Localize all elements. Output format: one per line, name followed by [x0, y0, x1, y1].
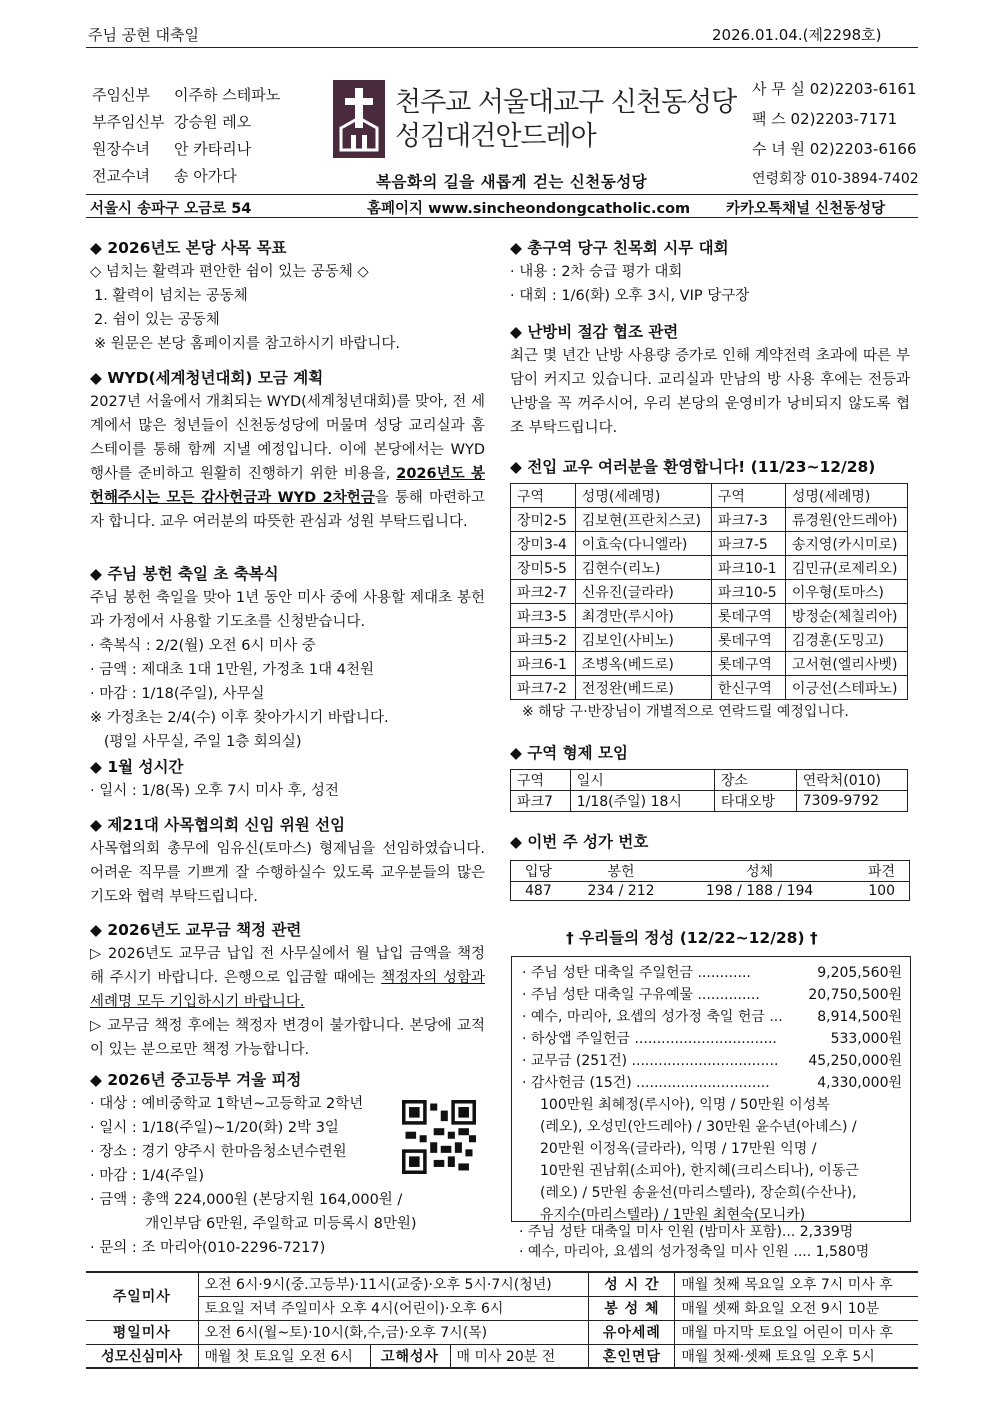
address: 서울시 송파구 오금로 54	[90, 201, 252, 217]
attendance: · 주님 성탄 대축일 미사 인원 (밤미사 포함)... 2,339명 · 예수, 마리아, 요셉의 성가정축일 미사 인원 .... 1,580명	[519, 1224, 870, 1260]
table-row: 장미5-5 김현수(리노) 파크10-1 김민규(로제리오)	[511, 556, 908, 580]
list-item: · 예수, 마리아, 요셉의 성가정 축일 헌금 ... 8,914,500원	[522, 1009, 902, 1025]
section-heating: ◆ 난방비 절감 협조 관련 최근 몇 년간 난방 사용량 증가로 인해 계약전력 초과에 따른 부담이 커지고 있습니다. 교리실과 만남의 방 사용 후에는 전등과 난방을 꼭 꺼주시어, 우리 본당의 운영비가 낭비되지 않도록 협조 부탁드립니다.	[510, 323, 910, 436]
table-row: 장미2-5 김보현(프란치스코) 파크7-3 류경원(안드레아)	[511, 508, 908, 532]
list-item: · 하상앱 주일헌금 ................................ 533,000원	[522, 1031, 902, 1047]
staff-row: 부주임신부 강승원 레오	[92, 113, 252, 131]
table-row: 파크2-7 신유진(글라라) 파크10-5 이우형(토마스)	[511, 580, 908, 604]
parish-logo	[333, 80, 385, 158]
list-item: · 주님 성탄 대축일 주일헌금 ............ 9,205,560원	[522, 965, 902, 981]
table-row: 487 234 / 212 198 / 188 / 194 100	[511, 882, 910, 901]
contact-row: 연령회장 010-3894-7402	[752, 171, 919, 187]
contact-row: 팩 스 02)2203-7171	[752, 110, 898, 128]
meeting-table: 구역 일시 장소 연락처(010) 파크7 1/18(주일) 18시 타대오방 7309-9792	[510, 769, 908, 812]
parish-title: 천주교 서울대교구 신천동성당	[395, 87, 737, 118]
homepage-link[interactable]: 홈페이지 www.sincheondongcatholic.com	[367, 201, 691, 217]
section-youth-retreat: ◆ 2026년 중고등부 겨울 피정 · 대상 : 예비중학교 1학년~고등학교 2학년 · 일시 : 1/18(주일)~1/20(화) 2박 3일 · 장소 : 경기 양주시 한마음청소년수련원 · 마감 : 1/4(주일) · 금액 : 총액 224,000원 (본당지원 164,000원 / 개인부담 6만원, 주일학교 미등록시 8만원) · 문의 : 조 마리아(010-2296-7217)	[90, 1071, 417, 1256]
offerings-title: † 우리들의 정성 (12/22~12/28) †	[566, 929, 818, 947]
section-council: ◆ 제21대 사목협의회 신임 위원 선임 사목협의회 총무에 임유신(토마스) 형제님을 선임하였습니다. 어려운 직무를 기쁘게 잘 수행하실수 있도록 교우분들의 많은 기도와 협력 부탁드립니다.	[90, 816, 485, 905]
table-row: 파크3-5 최경만(루시아) 롯데구역 방정순(체칠리아)	[511, 604, 908, 628]
address-bar	[86, 194, 918, 218]
table-row: 파크5-2 김보인(사비노) 롯데구역 김경훈(도밍고)	[511, 628, 908, 652]
list-item: · 교무금 (251건) ................................. 45,250,000원	[522, 1053, 902, 1069]
section-billiards: ◆ 총구역 당구 친목회 시무 대회 · 내용 : 2차 승급 평가 대회 · 대회 : 1/6(화) 오후 3시, VIP 당구장	[510, 239, 750, 304]
mass-schedule-table: 주일미사 오전 6시·9시(중.고등부)·11시(교중)·오후 5시·7시(청년) 성 시 간 매월 첫째 목요일 오후 7시 미사 후 토요일 저녁 주일미사 오후 4시(어린이)·오후 6시 봉 성 체 매월 셋째 화요일 오전 9시 10분 평일미사 오전 6시(월~토)·10시(화,수,금)·오후 7시(목) 유아세례 매월 마지막 토요일 어린이 미사 후 성모신심미사 매월 첫 토요일 오전 6시 고해성사 매 미사 20분 전 혼인면담 매월 첫째·셋째 토요일 오후 5시	[86, 1271, 918, 1369]
parish-patron: 성김대건안드레아	[395, 121, 596, 152]
section-holy-hour: ◆ 1월 성시간 · 일시 : 1/8(목) 오후 7시 미사 후, 성전	[90, 758, 339, 799]
section-hymns: ◆ 이번 주 성가 번호 입당 봉헌 성체 파견 487 234 / 212 198 / 188 / 194 100	[510, 830, 910, 901]
table-row: 장미3-4 이효숙(다니엘라) 파크7-5 송지영(카시미로)	[511, 532, 908, 556]
staff-row: 원장수녀 안 카타리나	[92, 140, 252, 158]
issue-date: 2026.01.04.(제2298호)	[712, 26, 882, 44]
donor-list: 100만원 최혜정(루시아), 익명 / 50만원 이성복 (레오), 오성민(안드레아) / 30만원 윤수년(아녜스) / 20만원 이정옥(글라라), 익명 / 17만원 익명 / 10만원 권남휘(소피아), 한지혜(크리스티나), 이동근 (레오) / 5만원 송윤선(마리스텔라), 장순희(수산나), 유지수(마리스텔라) / 1만원 최현숙(모니카)	[540, 1097, 859, 1223]
contact-row: 사 무 실 02)2203-6161	[752, 80, 917, 98]
table-row: 파크7-2 전정완(베드로) 한신구역 이긍선(스테파노)	[511, 676, 908, 700]
section-pastoral-goal: ◆ 2026년도 본당 사목 목표 ◇ 넘치는 활력과 편안한 쉼이 있는 공동체 ◇ 1. 활력이 넘치는 공동체 2. 쉼이 있는 공동체 ※ 원문은 본당 홈페이지를 참고하시기 바랍니다.	[90, 239, 400, 352]
offerings-box	[511, 956, 911, 1222]
slogan: 복음화의 길을 새롭게 걷는 신천동성당	[376, 173, 648, 191]
section-brothers-meeting: ◆ 구역 형제 모임 구역 일시 장소 연락처(010) 파크7 1/18(주일) 18시 타대오방 7309-9792	[510, 741, 910, 812]
liturgical-day: 주님 공현 대축일	[88, 26, 199, 44]
section-wyd: ◆ WYD(세계청년대회) 모금 계획 2027년 서울에서 개최되는 WYD(세계청년대회)를 맞아, 전 세계에서 많은 청년들이 신천동성당에 머물며 성당 교리실과 홈스테이를 통해 함께 지낼 예정입니다. 이에 본당에서는 WYD 행사를 준비하고 원활히 진행하기 위한 비용을, 2026년도 봉헌해주시는 모든 감사헌금과 WYD 2차헌금을 통해 마련하고자 합니다. 교우 여러분의 따뜻한 관심과 성원 부탁드립니다.	[90, 369, 485, 530]
kakao-channel: 카카오톡채널 신천동성당	[726, 201, 886, 217]
section-candle-blessing: ◆ 주님 봉헌 축일 초 축복식 주님 봉헌 축일을 맞아 1년 동안 미사 중에 사용할 제대초 봉헌과 가정에서 사용할 기도초를 신청받습니다. · 축복식 : 2/2(월) 오전 6시 미사 중 · 금액 : 제대초 1대 1만원, 가정초 1대 4천원 · 마감 : 1/18(주일), 사무실 ※ 가정초는 2/4(수) 이후 찾아가시기 바랍니다. (평일 사무실, 주일 1층 회의실)	[90, 565, 485, 750]
top-divider	[86, 47, 918, 48]
list-item: · 주님 성탄 대축일 구유예물 .............. 20,750,500원	[522, 987, 902, 1003]
new-parishioners-table: 구역 성명(세례명) 구역 성명(세례명) 장미2-5 김보현(프란치스코) 파크7-3 류경원(안드레아) 장미3-4 이효숙(다니엘라) 파크7-5 송지영(카시미로) 장미5-5 김현수(리노) 파크10-1 김민규(로제리오) 파크2-7 신유진(글라라) 파크10-5 이우형(토마스) 파크3-5 최경만(루시아) 롯데구역 방정순(체칠리아) 파크5-2 김보인(사비노) 롯데구역 김경훈(도밍고) 파크6-1 조병옥(베드로) 롯데구역 고서현(엘리사벳) 파크7-2 전정완(베드로) 한신구역 이긍선(스테파노)	[510, 483, 908, 700]
contact-row: 수 녀 원 02)2203-6166	[752, 140, 917, 158]
staff-list	[92, 82, 280, 190]
section-tithe: ◆ 2026년도 교무금 책정 관련 ▷ 2026년도 교무금 납입 전 사무실에서 월 납입 금액을 책정해 주시기 바랍니다. 은행으로 입금할 때에는 책정자의 성함과 세례명 모두 기입하시기 바랍니다. ▷ 교무금 책정 후에는 책정자 변경이 불가합니다. 본당에 교적이 있는 분으로만 책정 가능합니다.	[90, 921, 485, 1058]
hymn-table: 입당 봉헌 성체 파견 487 234 / 212 198 / 188 / 194 100	[510, 860, 910, 901]
staff-row: 주임신부 이주하 스테파노	[92, 86, 281, 104]
section-new-parishioners: ◆ 전입 교우 여러분을 환영합니다! (11/23~12/28) 구역 성명(세례명) 구역 성명(세례명) 장미2-5 김보현(프란치스코) 파크7-3 류경원(안드레아) 장미3-4 이효숙(다니엘라) 파크7-5 송지영(카시미로) 장미5-5 김현수(리노) 파크10-1 김민규(로제리오) 파크2-7 신유진(글라라) 파크10-5 이우형(토마스) 파크3-5 최경만(루시아) 롯데구역 방정순(체칠리아) 파크5-2 김보인(사비노) 롯데구역 김경훈(도밍고) 파크6-1 조병옥(베드로) 롯데구역 고서현(엘리사벳) 파크7-2 전정완(베드로) 한신구역 이긍선(스테파노) ※ 해당 구·반장님이 개별적으로 연락드릴 예정입니다.	[510, 455, 910, 724]
contact-list	[752, 74, 919, 194]
qr-code[interactable]	[402, 1100, 476, 1174]
list-item: · 감사헌금 (15건) .............................. 4,330,000원	[522, 1075, 902, 1091]
staff-row: 전교수녀 송 아가다	[92, 167, 237, 185]
table-row: 파크6-1 조병옥(베드로) 롯데구역 고서현(엘리사벳)	[511, 652, 908, 676]
table-row: 파크7 1/18(주일) 18시 타대오방 7309-9792	[511, 791, 908, 812]
